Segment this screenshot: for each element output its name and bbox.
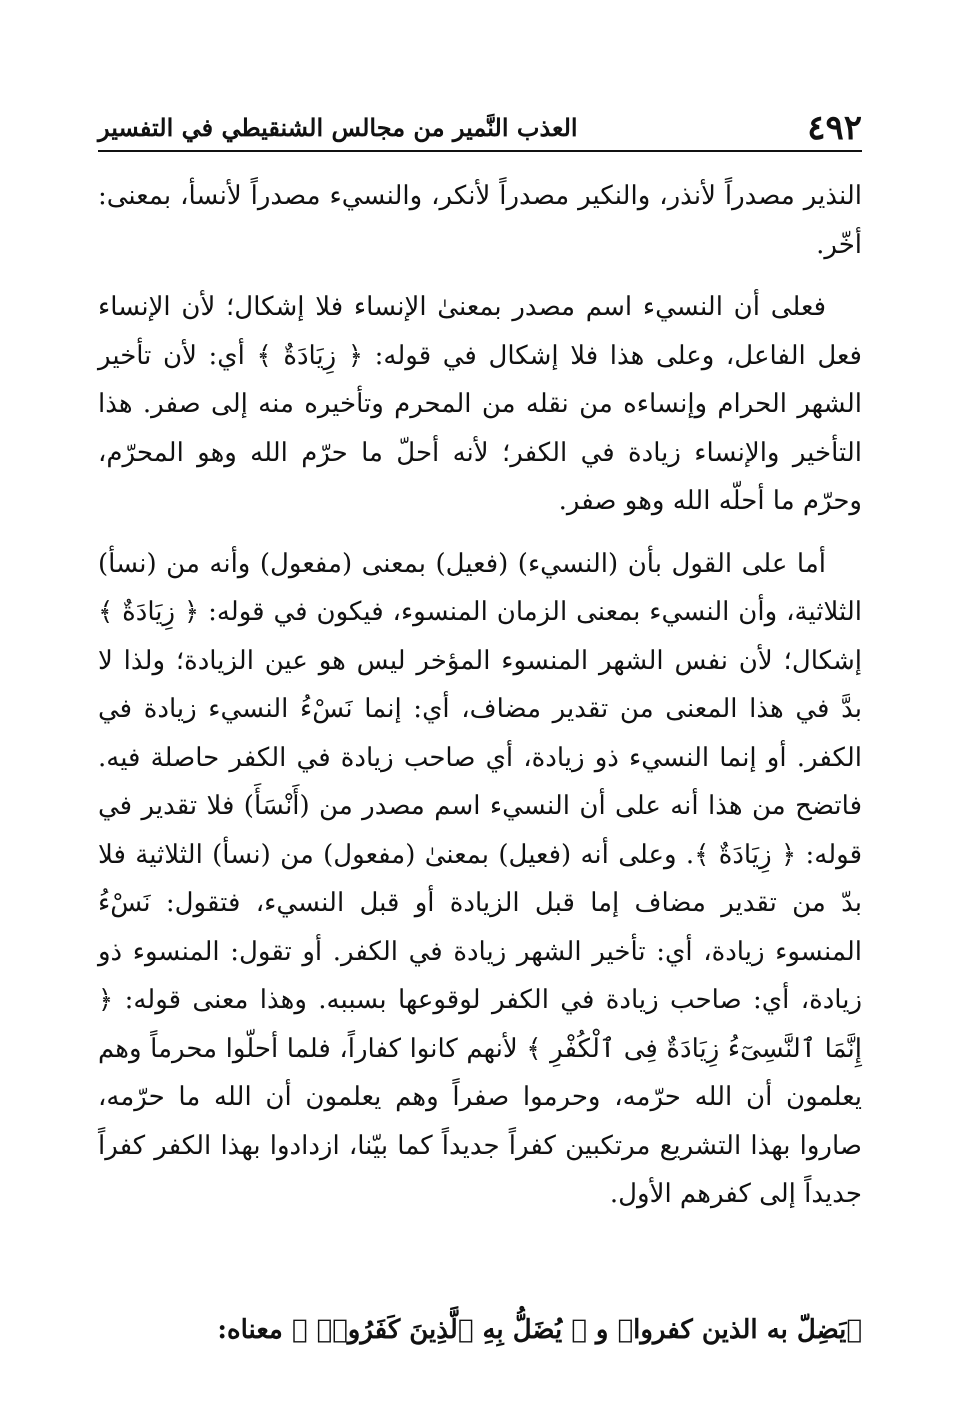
page-number: ٤٩٢ bbox=[807, 108, 862, 148]
header-rule bbox=[98, 150, 862, 152]
page-header bbox=[98, 108, 862, 148]
paragraph-2: فعلى أن النسيء اسم مصدر بمعنىٰ الإنساء فلا إشكال؛ لأن الإنساء فعل الفاعل، وعلى هذا فلا إشكال في قوله: ﴿ زِيَادَةٌ ﴾ أي: لأن تأخير الشهر الحرام وإنساءه من نقله من المحرم وتأخيره منه إلى صفر. هذا التأخير والإنساء زيادة في الكفر؛ لأنه أحلّ ما حرّم الله وهو المحرّم، وحرّم ما أحلّه الله وهو صفر. bbox=[98, 292, 863, 516]
body-text bbox=[98, 172, 862, 1219]
paragraph-gap bbox=[98, 526, 862, 540]
paragraph-1: النذير مصدراً لأنذر، والنكير مصدراً لأنكر، والنسيء مصدراً لأنسأ، بمعنى: أخّر. bbox=[98, 181, 862, 260]
paragraph-3: أما على القول بأن (النسيء) (فعيل) بمعنى (مفعول) وأنه من (نسأ) الثلاثية، وأن النسيء بمعنى الزمان المنسوء، فيكون في قوله: ﴿ زِيَادَةٌ ﴾ إشكال؛ لأن نفس الشهر المنسوء المؤخر ليس هو عين الزيادة؛ ولذا لا بدَّ في هذا المعنى من تقدير مضاف، أي: إنما نَسْءُ النسيء زيادة في الكفر. أو إنما النسيء ذو زيادة، أي صاحب زيادة في الكفر حاصلة فيه. فاتضح من هذا أنه على أن النسيء اسم مصدر من (أَنْسَأَ) فلا تقدير في قوله: ﴿ زِيَادَةٌ ﴾. وعلى أنه (فعيل) بمعنىٰ (مفعول) من (نسأ) الثلاثية فلا بدّ من تقدير مضاف إما قبل الزيادة أو قبل النسيء، فتقول: نَسْءُ المنسوء زيادة، أي: تأخير الشهر زيادة في الكفر. أو تقول: المنسوء ذو زيادة، أي: صاحب زيادة في الكفر لوقوعها بسببه. وهذا معنى قوله: ﴿ إِنَّمَا ٱلنَّسِىٓءُ زِيَادَةٌ فِى ٱلْكُفْرِ ﴾ لأنهم كانوا كفاراً، فلما أحلّوا محرماً وهم يعلمون أن الله حرّمه، وحرموا صفراً وهم يعلمون أن الله ما حرّمه، صاروا بهذا التشريع مرتكبين كفراً جديداً كما بيّنا، ازدادوا بهذا الكفر كفراً جديداً إلى كفرهم الأول. bbox=[98, 548, 862, 1209]
running-title: العذب النَّمير من مجالس الشنقيطي في التفسير bbox=[98, 113, 578, 142]
paragraph-gap bbox=[98, 269, 862, 283]
last-line: ﴿يَضِلّ به الذين كفروا﴾ و ﴿ يُضَلُّ بِهِ ٱلَّذِينَ كَفَرُوا۟ ﴾ معناه: bbox=[217, 1315, 862, 1345]
